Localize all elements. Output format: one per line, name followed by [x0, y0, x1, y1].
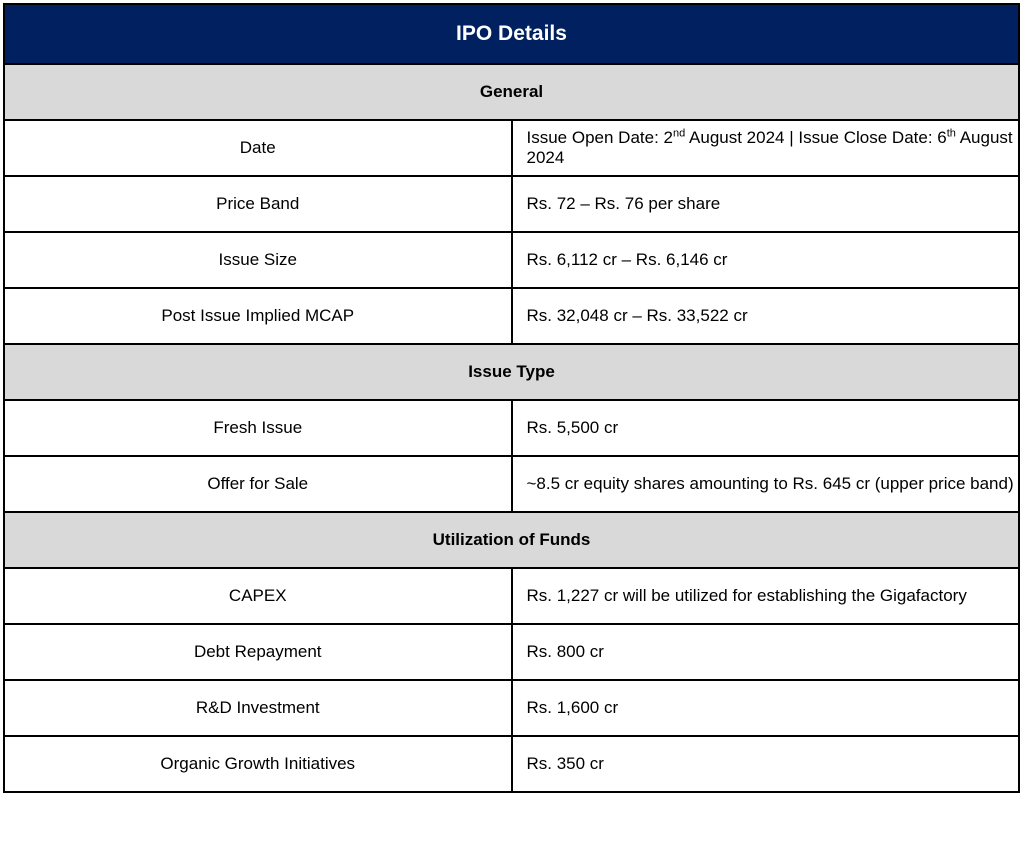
section-heading-utilization: Utilization of Funds: [4, 512, 1019, 568]
row-value-mcap: Rs. 32,048 cr – Rs. 33,522 cr: [512, 288, 1020, 344]
row-value-ofs: ~8.5 cr equity shares amounting to Rs. 645 cr (upper price band): [512, 456, 1020, 512]
section-row-utilization: [4, 512, 1019, 568]
row-value-organic: Rs. 350 cr: [512, 736, 1020, 792]
table-row: [4, 568, 1019, 624]
row-value-issue-size: Rs. 6,112 cr – Rs. 6,146 cr: [512, 232, 1020, 288]
row-label-debt: Debt Repayment: [4, 624, 512, 680]
table-row: [4, 624, 1019, 680]
row-label-issue-size: Issue Size: [4, 232, 512, 288]
table-row: [4, 400, 1019, 456]
open-date-ordinal: nd: [672, 127, 686, 140]
row-label-price-band: Price Band: [4, 176, 512, 232]
row-value-price-band: Rs. 72 – Rs. 76 per share: [512, 176, 1020, 232]
section-row-issue-type: [4, 344, 1019, 400]
title-row: [4, 4, 1019, 64]
row-label-ofs: Offer for Sale: [4, 456, 512, 512]
table-row: [4, 120, 1019, 176]
open-date-prefix: Issue Open Date: 2: [526, 128, 673, 147]
row-label-mcap: Post Issue Implied MCAP: [4, 288, 512, 344]
open-date-suffix: August 2024: [685, 128, 785, 147]
row-value-debt: Rs. 800 cr: [512, 624, 1020, 680]
table-row: [4, 288, 1019, 344]
table-row: [4, 456, 1019, 512]
row-value-capex: Rs. 1,227 cr will be utilized for establishing the Gigafactory: [512, 568, 1020, 624]
row-value-fresh-issue: Rs. 5,500 cr: [512, 400, 1020, 456]
table-row: [4, 680, 1019, 736]
table-row: [4, 232, 1019, 288]
table-row: [4, 176, 1019, 232]
close-date-ordinal: th: [946, 127, 956, 140]
section-heading-issue-type: Issue Type: [4, 344, 1019, 400]
row-label-date: Date: [4, 120, 512, 176]
close-date-prefix: Issue Close Date: 6: [798, 128, 947, 147]
row-label-capex: CAPEX: [4, 568, 512, 624]
section-row-general: [4, 64, 1019, 120]
section-heading-general: General: [4, 64, 1019, 120]
row-label-fresh-issue: Fresh Issue: [4, 400, 512, 456]
row-label-rnd: R&D Investment: [4, 680, 512, 736]
row-value-rnd: Rs. 1,600 cr: [512, 680, 1020, 736]
table-row: [4, 736, 1019, 792]
close-date-suffix: August 2024: [526, 128, 1013, 167]
date-separator: |: [784, 128, 799, 147]
row-value-date: [512, 120, 1020, 176]
row-label-organic: Organic Growth Initiatives: [4, 736, 512, 792]
table-title: IPO Details: [4, 4, 1019, 64]
ipo-details-table: [3, 3, 1020, 793]
